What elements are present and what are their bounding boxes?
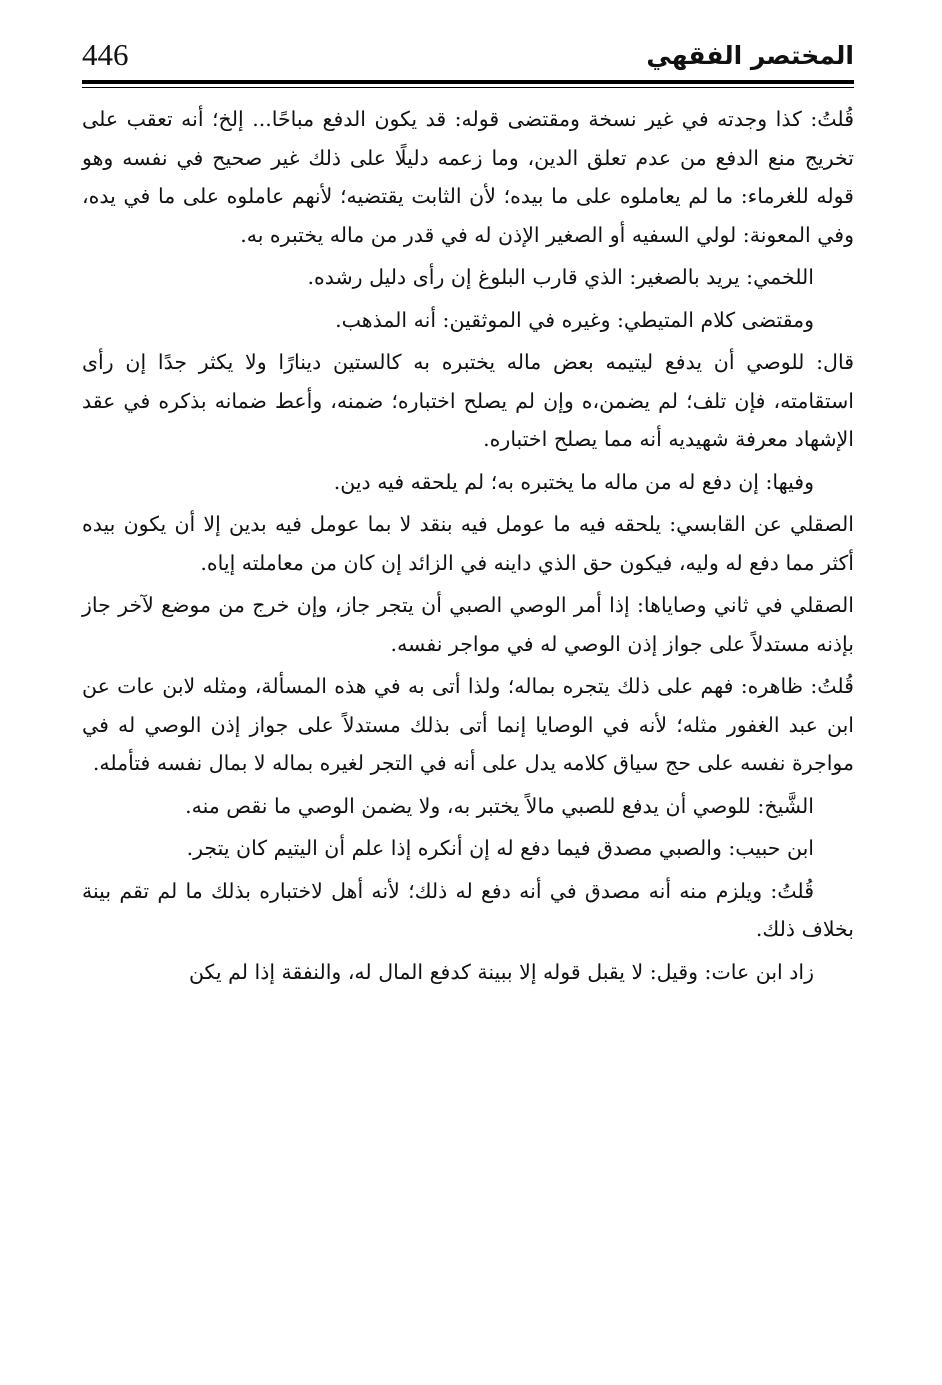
running-title: المختصر الفقهي xyxy=(646,41,854,70)
paragraph: ابن حبيب: والصبي مصدق فيما دفع له إن أنكره إذا علم أن اليتيم كان يتجر. xyxy=(186,836,814,860)
page-body xyxy=(82,100,854,995)
page-header xyxy=(82,36,854,80)
paragraph: ومقتضى كلام المتيطي: وغيره في الموثقين: أنه المذهب. xyxy=(335,307,814,332)
header-rule-thick xyxy=(82,80,854,84)
paragraph: قُلتُ: ويلزم منه أنه مصدق في أنه دفع له ذلك؛ لأنه أهل لاختباره بذلك ما لم تقم بينة بخلاف ذلك. xyxy=(82,878,854,941)
paragraph: قُلتُ: كذا وجدته في غير نسخة ومقتضى قوله: قد يكون الدفع مباحًا... إلخ؛ أنه تعقب على تخريج منع الدفع من عدم تعلق الدين، وما زعمه دليلًا على ذلك غير صحيح في نفسه وهو قوله للغرماء: ما لم يعاملوه على ما بيده؛ لأن الثابت يقتضيه؛ لأنهم عاملوه على ما في يده، وفي المعونة: لولي السفيه أو الصغير الإذن له في قدر من ماله يختبره به. xyxy=(82,107,854,247)
paragraph: الصقلي عن القابسي: يلحقه فيه ما عومل فيه بنقد لا بما عومل فيه بدين إلا أن يكون بيده أكثر مما دفع له وليه، فيكون حق الذي داينه في الزائد إن كان من معاملته إياه. xyxy=(82,512,854,575)
paragraph: زاد ابن عات: وقيل: لا يقبل قوله إلا ببينة كدفع المال له، والنفقة إذا لم يكن xyxy=(188,959,814,984)
header-rule-thin xyxy=(82,87,854,88)
paragraph: وفيها: إن دفع له من ماله ما يختبره به؛ لم يلحقه فيه دين. xyxy=(333,469,814,494)
paragraph: الصقلي في ثاني وصاياها: إذا أمر الوصي الصبي أن يتجر جاز، وإن خرج من موضع لآخر جاز بإذنه مستدلاً على جواز إذن الوصي له في مواجر نفسه. xyxy=(82,593,854,656)
paragraph: قُلتُ: ظاهره: فهم على ذلك يتجره بماله؛ ولذا أتى به في هذه المسألة، ومثله لابن عات عن ابن عبد الغفور مثله؛ لأنه في الوصايا إنما أتى بذلك مستدلاً على جواز إذن الوصي له في مواجرة نفسه على حج سياق كلامه يدل على أنه في التجر لغيره بماله لا بمال نفسه فتأمله. xyxy=(82,674,854,775)
paragraph: قال: للوصي أن يدفع ليتيمه بعض ماله يختبره به كالستين دينارًا ولا يكثر جدًا إن رأى استقامته، فإن تلف؛ لم يضمن،ه وإن لم يصلح اختباره؛ ضمنه، وأعط ضمانه بذكره في عقد الإشهاد معرفة شهيديه أنه مما يصلح اختباره. xyxy=(82,350,854,451)
paragraph: الشَّيخ: للوصي أن يدفع للصبي مالاً يختبر به، ولا يضمن الوصي ما نقص منه. xyxy=(185,793,814,818)
paragraph: اللخمي: يريد بالصغير: الذي قارب البلوغ إن رأى دليل رشده. xyxy=(307,265,814,289)
page-number: 446 xyxy=(82,37,129,72)
